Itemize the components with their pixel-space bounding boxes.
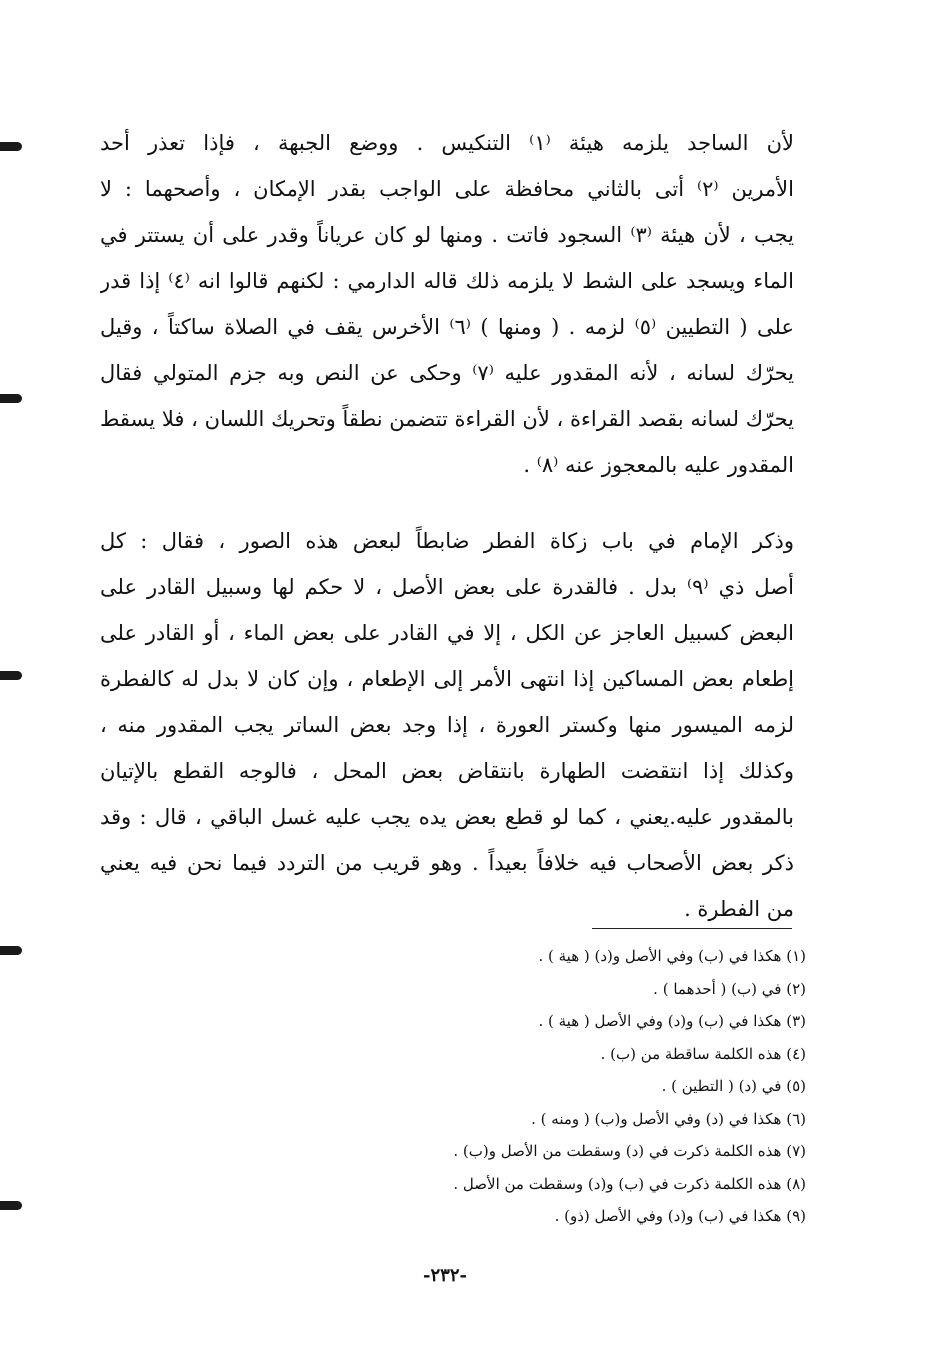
footnote: (٩) هكذا في (ب) و(د) وفي الأصل (ذو) . — [554, 1207, 806, 1225]
margin-mark — [0, 394, 22, 403]
paragraph-2 — [100, 518, 794, 932]
text-line: الأمرين ⁽٢⁾ أتى بالثاني محافظة على الواجب بقدر الإمكان ، وأصحهما : لا — [100, 177, 794, 201]
text-line: يحرّك لسانه بقصد القراءة ، لأن القراءة تتضمن نطقاً وتحريك اللسان ، فلا يسقط — [100, 407, 794, 431]
text-line: البعض كسبيل العاجز عن الكل ، إلا في القادر على بعض الماء ، أو القادر على — [100, 621, 794, 645]
margin-mark — [0, 671, 22, 680]
text-line: ذكر بعض الأصحاب فيه خلافاً بعيداً . وهو قريب من التردد فيما نحن فيه يعني — [100, 851, 794, 875]
page-number: -٢٣٢- — [423, 1265, 467, 1286]
text-line: يجب ، لأن هيئة ⁽٣⁾ السجود فاتت . ومنها لو كان عرياناً وقدر على أن يستتر في — [100, 223, 794, 247]
text-line: لأن الساجد يلزمه هيئة ⁽١⁾ التنكيس . ووضع الجبهة ، فإذا تعذر أحد — [100, 131, 794, 155]
text-line: وكذلك إذا انتقضت الطهارة بانتقاض بعض المحل ، فالوجه القطع بالإتيان — [100, 759, 794, 783]
footnote: (٨) هذه الكلمة ذكرت في (ب) و(د) وسقطت من الأصل . — [453, 1174, 806, 1193]
footnote: (٦) هكذا في (د) وفي الأصل و(ب) ( ومنه ) . — [531, 1109, 806, 1128]
footnote-divider — [592, 928, 792, 929]
footnote: (٢) في (ب) ( أحدهما ) . — [653, 979, 806, 998]
margin-mark — [0, 946, 22, 955]
text-line: إطعام بعض المساكين إذا انتهى الأمر إلى الإطعام ، وإن كان لا بدل له كالفطرة — [100, 667, 794, 691]
paragraph-1 — [100, 120, 794, 488]
text-line: المقدور عليه بالمعجوز عنه ⁽٨⁾ . — [523, 453, 794, 477]
footnote: (٤) هذه الكلمة ساقطة من (ب) . — [600, 1044, 806, 1063]
text-line: على ( التطيين ⁽٥⁾ لزمه . ( ومنها ) ⁽٦⁾ الأخرس يقف في الصلاة ساكتاً ، وقيل — [100, 315, 794, 339]
text-line: بالمقدور عليه.يعني ، كما لو قطع بعض يده يجب عليه غسل الباقي ، قال : وقد — [100, 805, 794, 829]
text-line: أصل ذي ⁽٩⁾ بدل . فالقدرة على بعض الأصل ، لا حكم لها وسبيل القادر على — [100, 575, 794, 599]
margin-mark — [0, 1201, 22, 1210]
footnote: (٧) هذه الكلمة ذكرت في (د) وسقطت من الأصل و(ب) . — [453, 1142, 806, 1160]
footnote: (٥) في (د) ( التطين ) . — [661, 1077, 806, 1095]
footnote: (١) هكذا في (ب) وفي الأصل و(د) ( هية ) . — [538, 947, 806, 965]
text-line: وذكر الإمام في باب زكاة الفطر ضابطاً لبعض هذه الصور ، فقال : كل — [100, 529, 794, 553]
text-line: الماء ويسجد على الشط لا يلزمه ذلك قاله الدارمي : لكنهم قالوا انه ⁽٤⁾ إذا قدر — [100, 269, 794, 293]
footnotes — [360, 940, 806, 1233]
text-line: يحرّك لسانه ، لأنه المقدور عليه ⁽٧⁾ وحكى عن النص وبه جزم المتولي فقال — [100, 361, 794, 385]
text-line: لزمه الميسور منها وكستر العورة ، إذا وجد بعض الساتر يجب المقدور منه ، — [100, 713, 794, 737]
margin-mark — [0, 142, 22, 151]
footnote: (٣) هكذا في (ب) و(د) وفي الأصل ( هية ) . — [538, 1012, 806, 1030]
text-line: من الفطرة . — [684, 897, 794, 921]
